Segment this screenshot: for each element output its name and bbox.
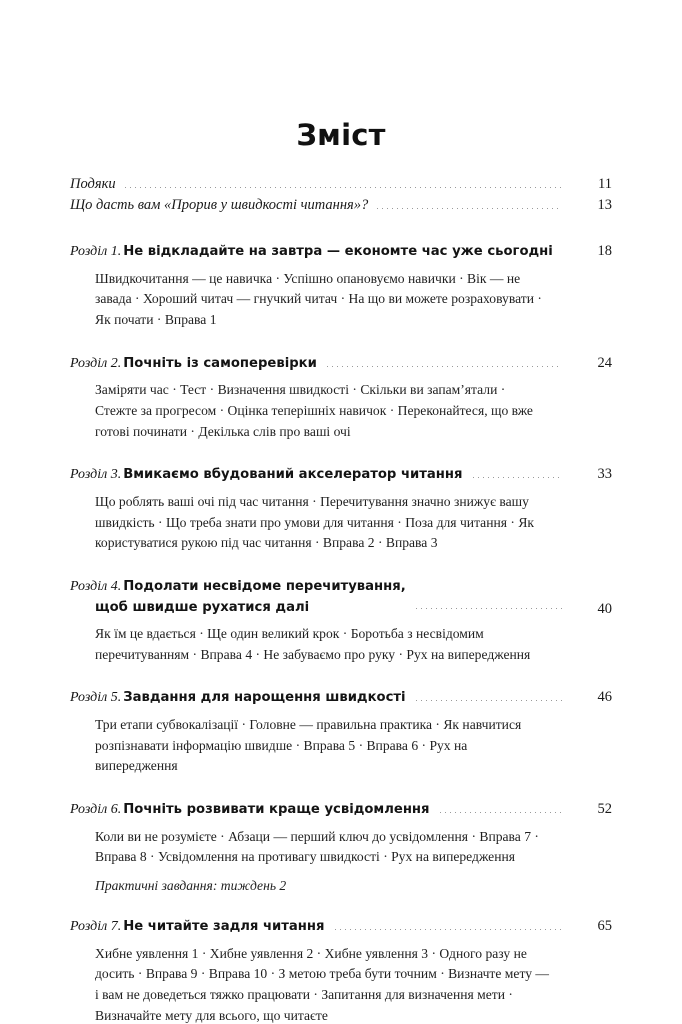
toc-entry-list <box>70 176 612 1024</box>
chapter-subitems: Швидкочитання — це навичка · Успішно опановуємо навички · Вік — не завада · Хороший читач — гнучкий читач · На що ви можете розраховувати · Як почати · Вправа 1 <box>95 270 542 327</box>
dot-leader <box>333 929 562 930</box>
toc-chapter-entry[interactable] <box>70 916 612 1024</box>
chapter-heading-text <box>70 799 438 821</box>
dot-leader <box>375 208 562 209</box>
toc-chapter-entry[interactable] <box>70 464 612 554</box>
chapter-subitems: Хибне уявлення 1 · Хибне уявлення 2 · Хибне уявлення 3 · Одного разу не досить · Вправа 9 · Вправа 10 · З метою треба бути точним · Визначте мету — і вам не доведеться тяжко працювати · Запитання для визначення мети · Визначайте мету для всього, що читаєте <box>95 945 549 1023</box>
page-title: Зміст <box>296 118 386 152</box>
chapter-heading-row[interactable] <box>70 576 612 618</box>
toc-chapter-entry[interactable] <box>70 576 612 665</box>
chapter-title: Подолати несвідоме перечитування, <box>123 578 406 594</box>
page-number: 11 <box>598 176 612 192</box>
toc-chapter-entry[interactable] <box>70 353 612 443</box>
page-number: 65 <box>597 918 612 935</box>
page-number: 46 <box>597 689 612 706</box>
chapter-number: Розділ 4. <box>70 578 122 594</box>
page-number: 40 <box>597 601 612 618</box>
chapter-heading-row[interactable] <box>70 464 612 486</box>
chapter-subitems: Як їм це вдається · Ще один великий крок · Боротьба з несвідомим перечитуванням · Вправа 4 · Не забуваємо про руку · Рух на випередження <box>95 626 531 662</box>
dot-leader <box>123 187 562 188</box>
chapter-subitems: Заміряти час · Тест · Визначення швидкості · Скільки ви запам’ятали · Стежте за прогресом · Оцінка теперішніх навичок · Переконайтеся, що вже готові починати · Декілька слів про ваші очі <box>95 382 533 439</box>
chapter-heading-text <box>70 576 414 618</box>
practice-assignment-note: Практичні завдання: тиждень 2 <box>95 878 287 894</box>
chapter-subitems: Коли ви не розумієте · Абзаци — перший ключ до усвідомлення · Вправа 7 · Вправа 8 · Усвідомлення на противагу швидкості · Рух на випередження <box>95 828 539 865</box>
chapter-number: Розділ 3. <box>70 467 122 483</box>
chapter-heading-row[interactable] <box>70 241 612 263</box>
dot-leader <box>414 608 562 609</box>
chapter-title-line-2: щоб швидше рухатися далі <box>95 599 310 615</box>
chapter-heading-row[interactable] <box>70 353 612 375</box>
toc-front-matter-row[interactable] <box>70 197 612 214</box>
page-number: 13 <box>597 197 612 213</box>
page-number: 18 <box>597 243 612 259</box>
chapter-heading-text <box>70 464 471 486</box>
toc-front-matter-row[interactable] <box>70 176 612 193</box>
chapter-heading-text <box>70 353 325 375</box>
page-number: 33 <box>597 466 612 483</box>
chapter-number: Розділ 1. <box>70 244 122 259</box>
dot-leader <box>561 254 562 255</box>
chapter-heading-row[interactable] <box>70 799 612 821</box>
toc-chapter-entry[interactable] <box>70 799 612 894</box>
toc-chapter-entry[interactable] <box>70 687 612 777</box>
toc-front-matter-label: Подяки <box>70 176 116 192</box>
chapter-subitems: Три етапи субвокалізації · Головне — правильна практика · Як навчитися розпізнавати інформацію швидше · Вправа 5 · Вправа 6 · Рух на випередження <box>95 717 522 774</box>
chapter-title: Не відкладайте на завтра — економте час уже сьогодні <box>123 244 553 259</box>
chapter-heading-row[interactable] <box>70 916 612 938</box>
chapter-heading-text <box>70 916 333 938</box>
chapter-number: Розділ 5. <box>70 690 122 706</box>
chapter-number: Розділ 7. <box>70 919 122 935</box>
chapter-title: Вмикаємо вбудований акселератор читання <box>123 467 463 483</box>
toc-chapter-entry[interactable] <box>70 241 612 331</box>
chapter-heading-text <box>70 687 414 709</box>
chapter-heading-row[interactable] <box>70 687 612 709</box>
toc-front-matter-label: Що дасть вам «Прорив у швидкості читання»? <box>70 197 369 213</box>
dot-leader <box>414 700 562 701</box>
chapter-number: Розділ 2. <box>70 355 122 371</box>
page-number: 24 <box>597 354 612 371</box>
chapter-title: Почніть розвивати краще усвідомлення <box>123 802 430 818</box>
chapter-title: Завдання для нарощення швидкості <box>123 690 406 706</box>
chapter-title: Почніть із самоперевірки <box>123 355 317 371</box>
page-number: 52 <box>597 801 612 818</box>
dot-leader <box>471 477 563 478</box>
chapter-title: Не читайте задля читання <box>123 919 325 935</box>
chapter-number: Розділ 6. <box>70 802 122 818</box>
dot-leader <box>325 366 562 367</box>
chapter-subitems: Що роблять ваші очі під час читання · Перечитування значно знижує вашу швидкість · Що треба знати про умови для читання · Поза для читання · Як користуватися рукою під час читання · Вправа 2 · Вправа 3 <box>95 494 535 551</box>
chapter-heading-text <box>70 241 561 263</box>
dot-leader <box>438 812 562 813</box>
